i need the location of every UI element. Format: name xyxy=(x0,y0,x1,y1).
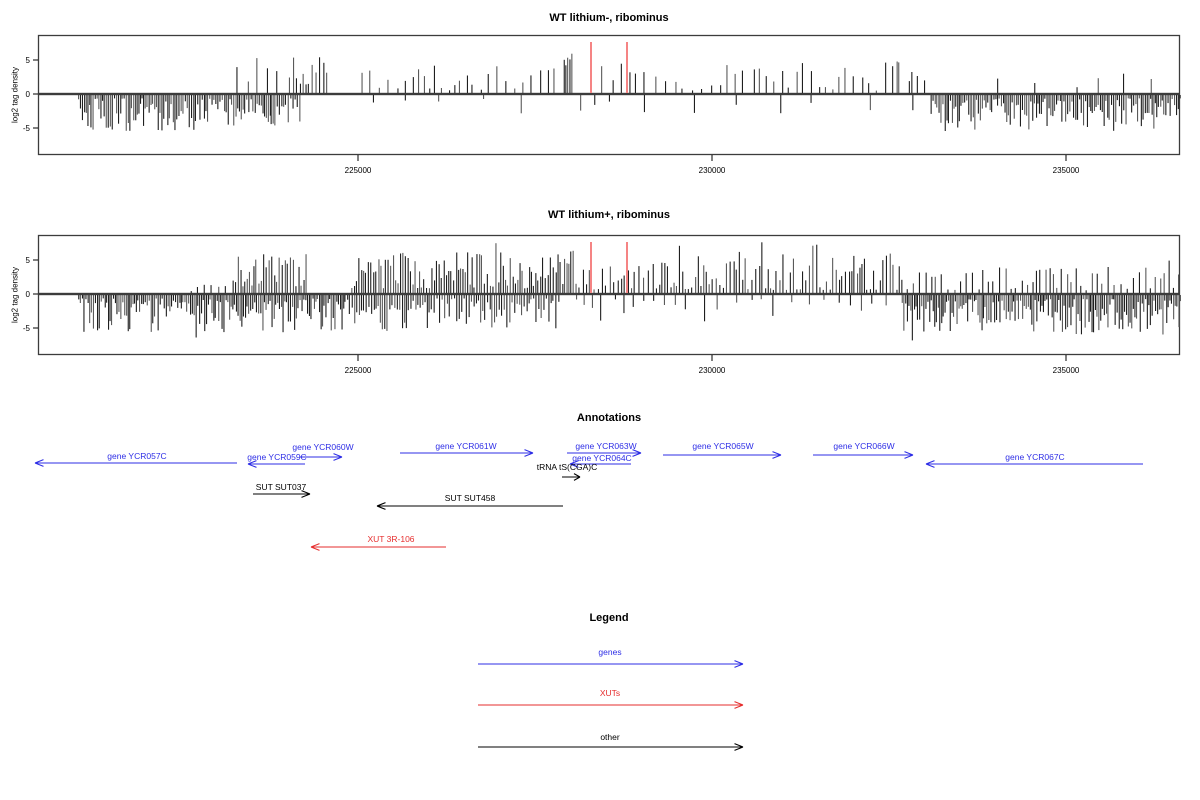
y-tick-label: 5 xyxy=(25,255,30,265)
x-tick-label: 230000 xyxy=(698,166,726,175)
annotation-gene-arrow-label: gene YCR065W xyxy=(692,441,754,451)
annotation-xut-arrow-label: XUT 3R-106 xyxy=(367,534,415,544)
annotation-gene-arrow-label: gene YCR067C xyxy=(1005,452,1065,462)
y-tick-label: 0 xyxy=(25,89,30,99)
x-tick-label: 225000 xyxy=(344,366,372,375)
y-tick-label: 0 xyxy=(25,289,30,299)
annotations-title: Annotations xyxy=(576,412,642,424)
annotation-gene-arrow xyxy=(813,441,913,458)
annotation-gene-arrow-label: gene YCR063W xyxy=(575,441,637,451)
legend-gene-arrow xyxy=(478,647,743,667)
legend-xut-arrow-label: XUTs xyxy=(599,688,621,698)
annotation-gene-arrow-label: gene YCR061W xyxy=(435,441,497,451)
annotation-xut-arrow xyxy=(311,534,446,550)
annotation-other-arrow xyxy=(377,493,563,509)
panel2-ylabel: log2 tag density xyxy=(10,266,20,324)
x-tick-label: 235000 xyxy=(1052,166,1080,175)
annotation-gene-arrow-label: gene YCR060W xyxy=(292,442,354,452)
annotation-gene-arrow xyxy=(926,452,1143,467)
legend-other-arrow-label: other xyxy=(600,732,620,742)
panel2-title: WT lithium+, ribominus xyxy=(548,209,670,221)
legend-title: Legend xyxy=(589,612,629,624)
x-tick-label: 235000 xyxy=(1052,366,1080,375)
y-tick-label: -5 xyxy=(22,323,30,333)
y-tick-label: -5 xyxy=(22,123,30,133)
x-tick-label: 230000 xyxy=(698,366,726,375)
legend-xut-arrow xyxy=(478,688,743,708)
annotation-gene-arrow-label: gene YCR064C xyxy=(572,453,632,463)
annotation-gene-arrow-label: gene YCR057C xyxy=(107,451,167,461)
annotation-gene-arrow xyxy=(400,441,533,456)
annotation-gene-arrow xyxy=(247,452,306,467)
legend-gene-arrow-label: genes xyxy=(598,647,622,657)
annotation-gene-arrow-label: gene YCR066W xyxy=(833,441,895,451)
panel1-title: WT lithium-, ribominus xyxy=(549,12,669,24)
annotation-other-arrow-label: SUT SUT458 xyxy=(444,493,496,503)
annotation-other-arrow-label: tRNA tS(CGA)C xyxy=(536,462,598,472)
x-tick-label: 225000 xyxy=(344,166,372,175)
annotation-other-arrow xyxy=(253,482,310,497)
annotation-other-arrow xyxy=(537,462,597,480)
annotation-gene-arrow-label: gene YCR059C xyxy=(247,452,307,462)
annotation-gene-arrow xyxy=(35,451,237,466)
annotation-other-arrow-label: SUT SUT037 xyxy=(255,482,307,492)
y-tick-label: 5 xyxy=(25,55,30,65)
annotation-gene-arrow xyxy=(663,441,781,458)
legend-other-arrow xyxy=(478,732,743,750)
panel1-ylabel: log2 tag density xyxy=(10,66,20,124)
